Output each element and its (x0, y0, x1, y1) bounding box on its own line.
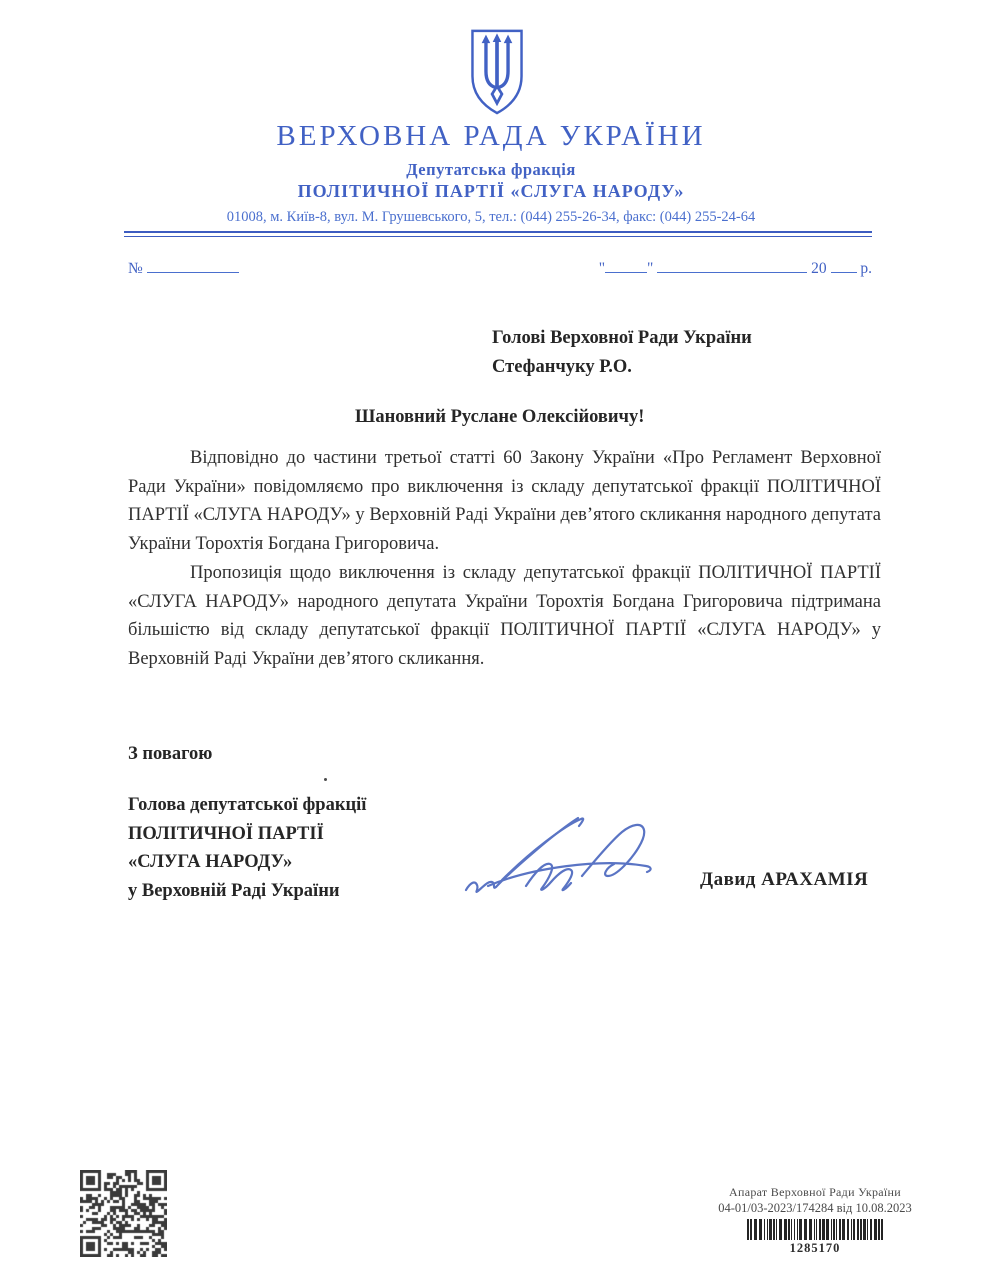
stamp-registration-line: 04-01/03-2023/174284 від 10.08.2023 (718, 1201, 912, 1215)
date-year-blank (831, 258, 857, 273)
letterhead-subtitle-faction: Депутатська фракція (406, 160, 576, 179)
number-label: № (128, 260, 143, 277)
date-year-suffix: р. (860, 260, 872, 277)
barcode-number: 1285170 (789, 1241, 841, 1255)
signer-title-line-3: «СЛУГА НАРОДУ» (128, 852, 293, 873)
closing-regards: З повагою (128, 744, 213, 764)
letter-body (128, 444, 881, 674)
recipient-block (492, 324, 752, 382)
salutation: Шановний Руслане Олексійовичу! (355, 407, 645, 427)
signer-name: Давид АРАХАМІЯ (700, 869, 869, 890)
stray-ink-dot (324, 778, 327, 781)
letterhead-title: ВЕРХОВНА РАДА УКРАЇНИ (276, 120, 706, 152)
document-qr-code (80, 1170, 167, 1257)
date-field (599, 258, 872, 278)
date-quote-open: " (598, 260, 606, 277)
registration-barcode (744, 1219, 886, 1240)
letterhead-address: 01008, м. Київ-8, вул. М. Грушевського, 5, тел.: (044) 255-26-34, факс: (044) 255-24-64 (226, 209, 756, 225)
handwritten-signature (460, 806, 660, 901)
signer-title-line-4: у Верховній Раді України (128, 880, 340, 901)
signer-title-line-1: Голова депутатської фракції (128, 795, 367, 815)
registration-stamp (718, 1185, 912, 1256)
date-day-blank (605, 258, 647, 273)
letterhead-subtitle-party: ПОЛІТИЧНОЇ ПАРТІЇ «СЛУГА НАРОДУ» (297, 181, 685, 201)
body-paragraph-1: Відповідно до частини третьої статті 60 Закону України «Про Регламент Верховної Ради України» повідомляємо про виключення із складу депутатської фракції ПОЛІТИЧНОЇ ПАРТІЇ «СЛУГА НАРОДУ» у Верховній Раді України дев’ятого скликання народного депутата України Торохтія Богдана Григоровича. (128, 448, 881, 555)
number-blank-line (147, 258, 239, 273)
signer-title-block (128, 791, 366, 905)
recipient-line-2: Стефанчуку Р.О. (492, 357, 632, 377)
ukraine-trident-emblem-icon (466, 26, 528, 118)
signer-title-line-2: ПОЛІТИЧНОЇ ПАРТІЇ (128, 823, 324, 844)
date-month-blank (657, 258, 807, 273)
recipient-line-1: Голові Верховної Ради України (492, 328, 752, 348)
body-paragraph-2: Пропозиція щодо виключення із складу депутатської фракції ПОЛІТИЧНОЇ ПАРТІЇ «СЛУГА НАРОДУ» народного депутата України Торохтія Богдана Григоровича підтримана більшістю від складу депутатської фракції ПОЛІТИЧНОЇ ПАРТІЇ «СЛУГА НАРОДУ» у Верховній Раді України дев’ятого скликання. (128, 562, 881, 669)
stamp-office-line: Апарат Верховної Ради України (729, 1185, 901, 1199)
outgoing-number-field (128, 258, 239, 278)
date-quote-close: " (647, 260, 654, 277)
letterhead-divider (124, 231, 872, 237)
date-year-prefix: 20 (811, 260, 827, 277)
